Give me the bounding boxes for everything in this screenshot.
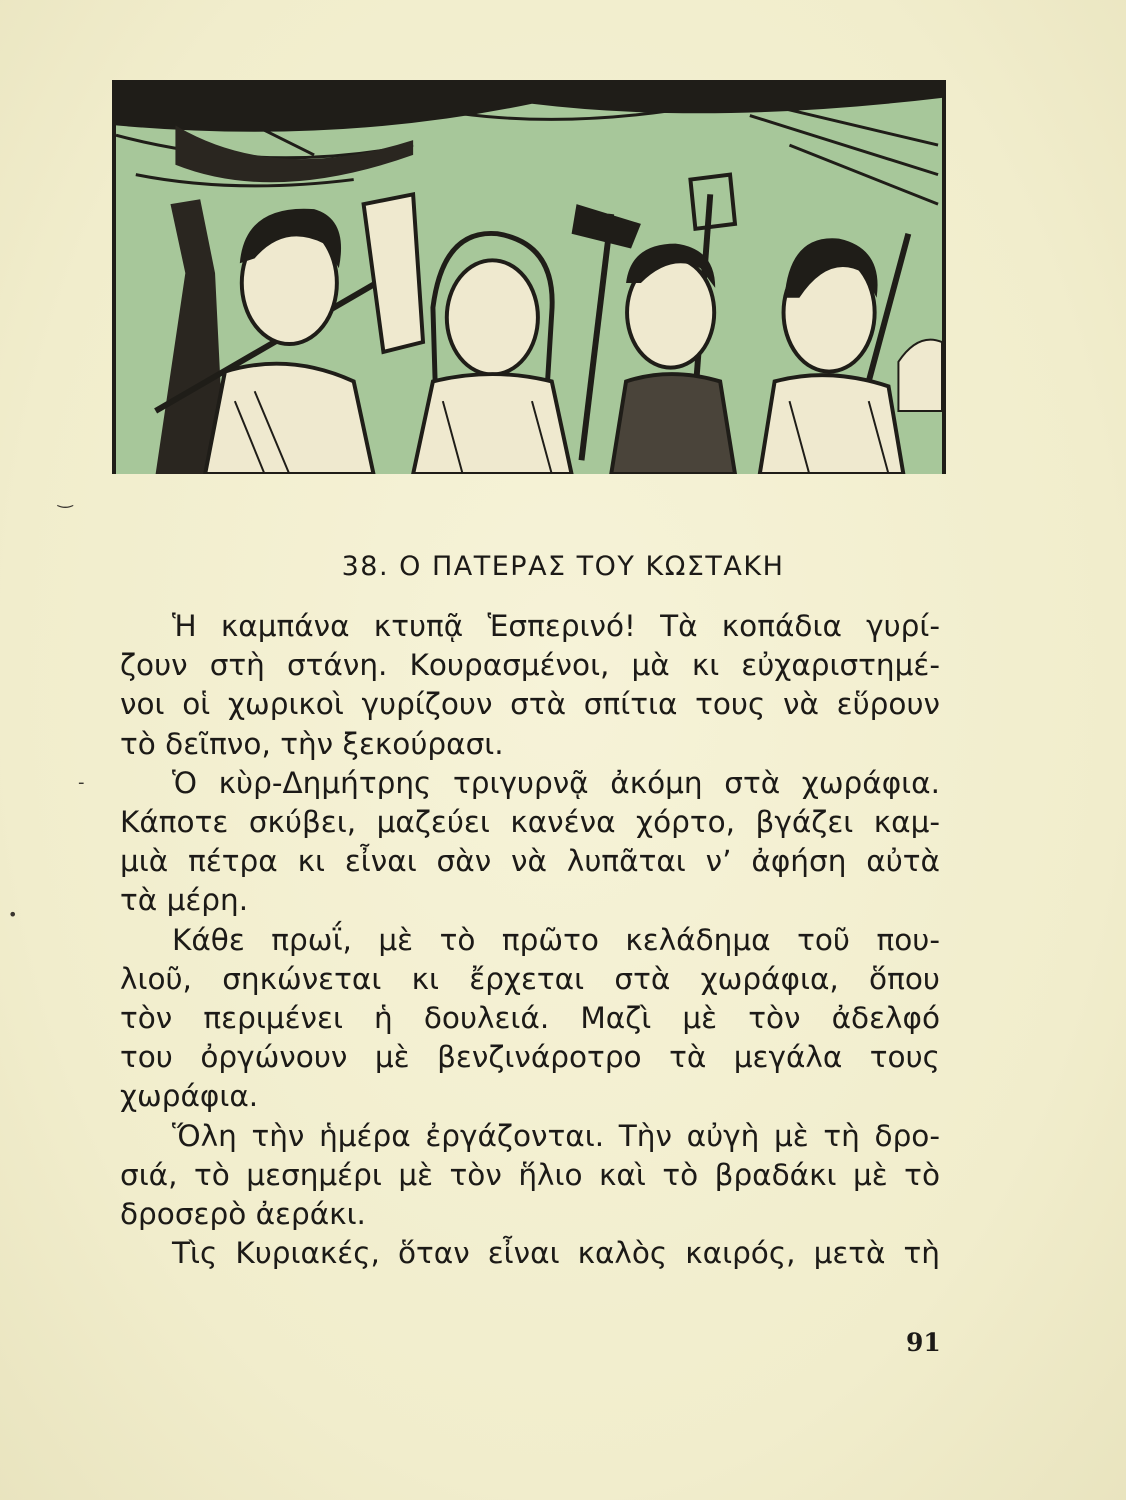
text-line: τὸν περιμένει ἡ δουλειά. Μαζὶ μὲ τὸν ἀδελφό [120,1001,940,1036]
text-line: τὸ δεῖπνο, τὴν ξεκούρασι. [120,726,504,761]
text-line: Ἡ καμπάνα κτυπᾷ Ἑσπερινό! Τὰ κοπάδια γυρί- [172,609,940,643]
margin-mark: ‿ [58,488,73,509]
text-line: του ὀργώνουν μὲ βενζινάροτρο τὰ μεγάλα τους [120,1040,940,1075]
chapter-title: 38. Ο ΠΑΤΕΡΑΣ ΤΟΥ ΚΩΣΤΑΚΗ [341,551,785,582]
text-line: δροσερὸ ἀεράκι. [120,1197,366,1232]
illustration-farmers [112,80,946,474]
text-line: χωράφια. [120,1079,259,1114]
text-line: σιά, τὸ μεσημέρι μὲ τὸν ἥλιο καὶ τὸ βραδάκι μὲ τὸ [120,1157,940,1192]
text-line: Ὅλη τὴν ἡμέρα ἐργάζονται. Τὴν αὐγὴ μὲ τὴ δρο- [172,1118,940,1153]
text-line: μιὰ πέτρα κι εἶναι σὰν νὰ λυπᾶται ν’ ἀφήση αὐτὰ [120,844,940,879]
text-line: λιοῦ, σηκώνεται κι ἔρχεται στὰ χωράφια, ὅπου [120,961,940,996]
page-number: 91 [906,1328,941,1357]
text-line: ζουν στὴ στάνη. Κουρασμένοι, μὰ κι εὐχαριστημέ- [120,648,940,683]
text-line: νοι οἱ χωρικοὶ γυρίζουν στὰ σπίτια τους νὰ εὕρουν [120,687,940,722]
margin-mark: - [78,772,85,793]
text-line: τὰ μέρη. [120,883,249,918]
text-line: Τὶς Κυριακές, ὅταν εἶναι καλὸς καιρός, μετὰ τὴ [172,1236,940,1271]
text-line: Ὁ κὺρ-Δημήτρης τριγυρνᾷ ἀκόμη στὰ χωράφια. [172,765,940,800]
body-text [120,607,940,1273]
margin-mark: • [8,905,18,924]
text-line: Κάποτε σκύβει, μαζεύει κανένα χόρτο, βγάζει καμ- [120,805,940,840]
farmers-with-tools-icon [116,86,942,474]
text-line: Κάθε πρωΐ, μὲ τὸ πρῶτο κελάδημα τοῦ που- [172,922,940,957]
